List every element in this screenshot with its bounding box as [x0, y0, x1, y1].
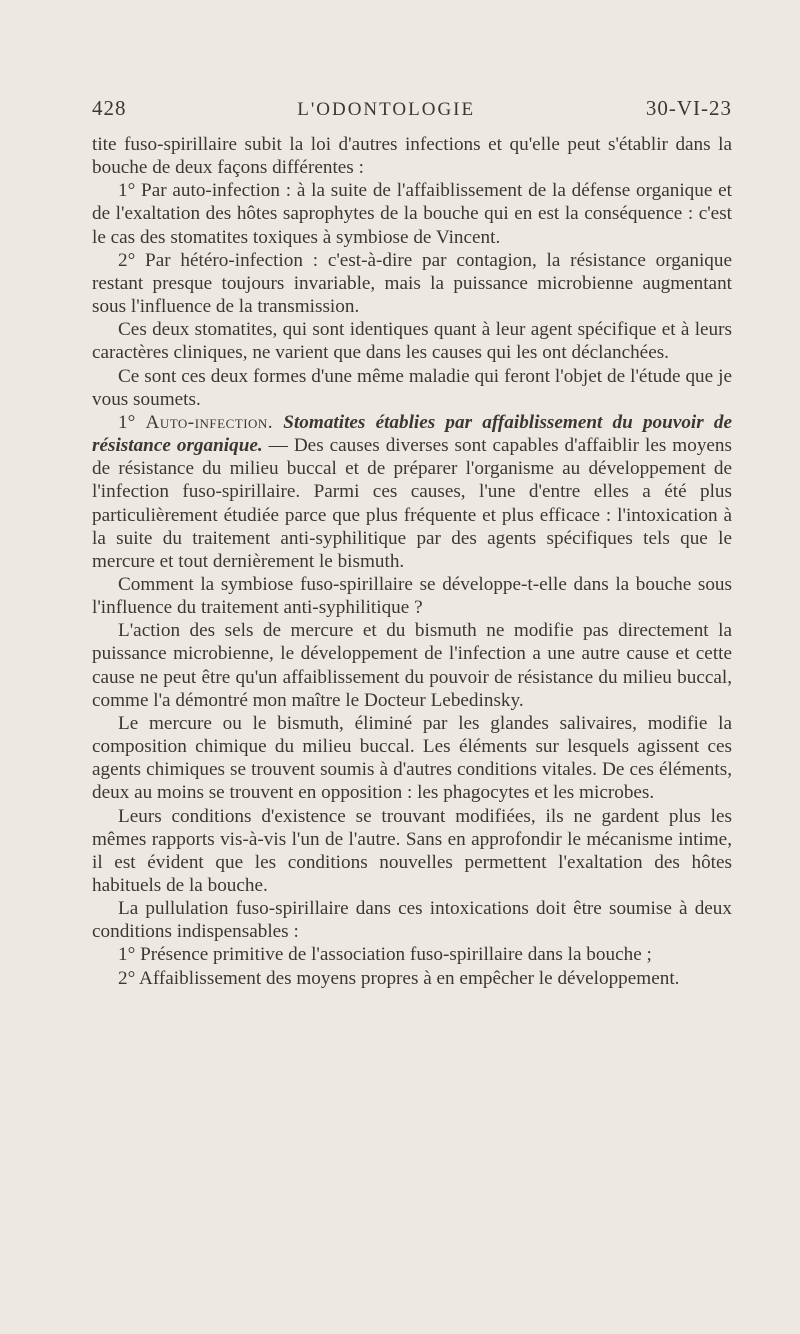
paragraph-3: 2° Par hétéro-infection : c'est-à-dire par contagion, la résistance organique restant presque toujours invariable, mais la puissance microbienne augmentant sous l'influence de la transmission.: [92, 249, 732, 318]
issue-date: 30-VI-23: [645, 96, 732, 120]
paragraph-11: 1° Présence primitive de l'association fuso-spirillaire dans la bouche ;: [118, 944, 652, 966]
paragraph-7: L'action des sels de mercure et du bismuth ne modifie pas directement la puissance microbienne, le développement de l'infection a une autre cause et cette cause ne peut être qu'un affaiblissement du pouvoir de résistance du milieu buccal, comme l'a démontré mon maître le Docteur Lebedinsky.: [92, 620, 732, 711]
section-dash: —: [262, 435, 294, 457]
section-heading: Auto-infection.: [145, 411, 274, 433]
paragraph-1: tite fuso-spirillaire subit la loi d'autres infections et qu'elle peut s'établir dans la bouche de deux façons différentes :: [92, 134, 732, 179]
paragraph-6: Comment la symbiose fuso-spirillaire se développe-t-elle dans la bouche sous l'influence du traitement anti-syphilitique ?: [92, 573, 732, 619]
paragraph-9: Leurs conditions d'existence se trouvant modifiées, ils ne gardent plus les mêmes rapports vis-à-vis l'un de l'autre. Sans en approfondir le mécanisme intime, il est évident que les conditions nouvelles permettent l'exaltation des hôtes habituels de la bouche.: [92, 805, 732, 896]
page-number: 428: [92, 96, 127, 120]
paragraph-5: Ce sont ces deux formes d'une même maladie qui feront l'objet de l'étude que je vous soumets.: [92, 365, 732, 410]
section-text: Des causes diverses sont capables d'affaiblir les moyens de résistance du milieu buccal et de préparer l'organisme au développement de l'infection fuso-spirillaire. Parmi ces causes, l'une d'entre elles a été plus particulièrement étudiée parce que plus fréquente et plus efficace : l'intoxication à la suite du traitement anti-syphilitique par des agents spécifiques tels que le mercure et tout dernièrement le bismuth.: [92, 435, 732, 572]
section-subheading: Stomatites établies par affaiblissement du pouvoir de résistance organique.: [92, 411, 733, 457]
paragraph-10: La pullulation fuso-spirillaire dans ces intoxications doit être soumise à deux conditions indispensables :: [92, 898, 732, 943]
body-text: [92, 133, 732, 990]
section-number: 1°: [118, 411, 136, 433]
paragraph-12: 2° Affaiblissement des moyens propres à en empêcher le développement.: [118, 967, 680, 989]
paragraph-4: Ces deux stomatites, qui sont identiques quant à leur agent spécifique et à leurs caractères cliniques, ne varient que dans les causes qui les ont déclanchées.: [92, 319, 732, 364]
section-paragraph: [92, 411, 732, 573]
journal-title: L'ODONTOLOGIE: [297, 99, 476, 120]
paragraph-8: Le mercure ou le bismuth, éliminé par les glandes salivaires, modifie la composition chimique du milieu buccal. Les éléments sur lesquels agissent ces agents chimiques se trouvent soumis à d'autres conditions vitales. De ces éléments, deux au moins se trouvent en opposition : les phagocytes et les microbes.: [92, 712, 732, 804]
running-header: [92, 96, 732, 121]
paragraph-2: 1° Par auto-infection : à la suite de l'affaiblissement de la défense organique et de l'exaltation des hôtes saprophytes de la bouche qui en est la conséquence : c'est le cas des stomatites toxiques à symbiose de Vincent.: [92, 180, 732, 248]
